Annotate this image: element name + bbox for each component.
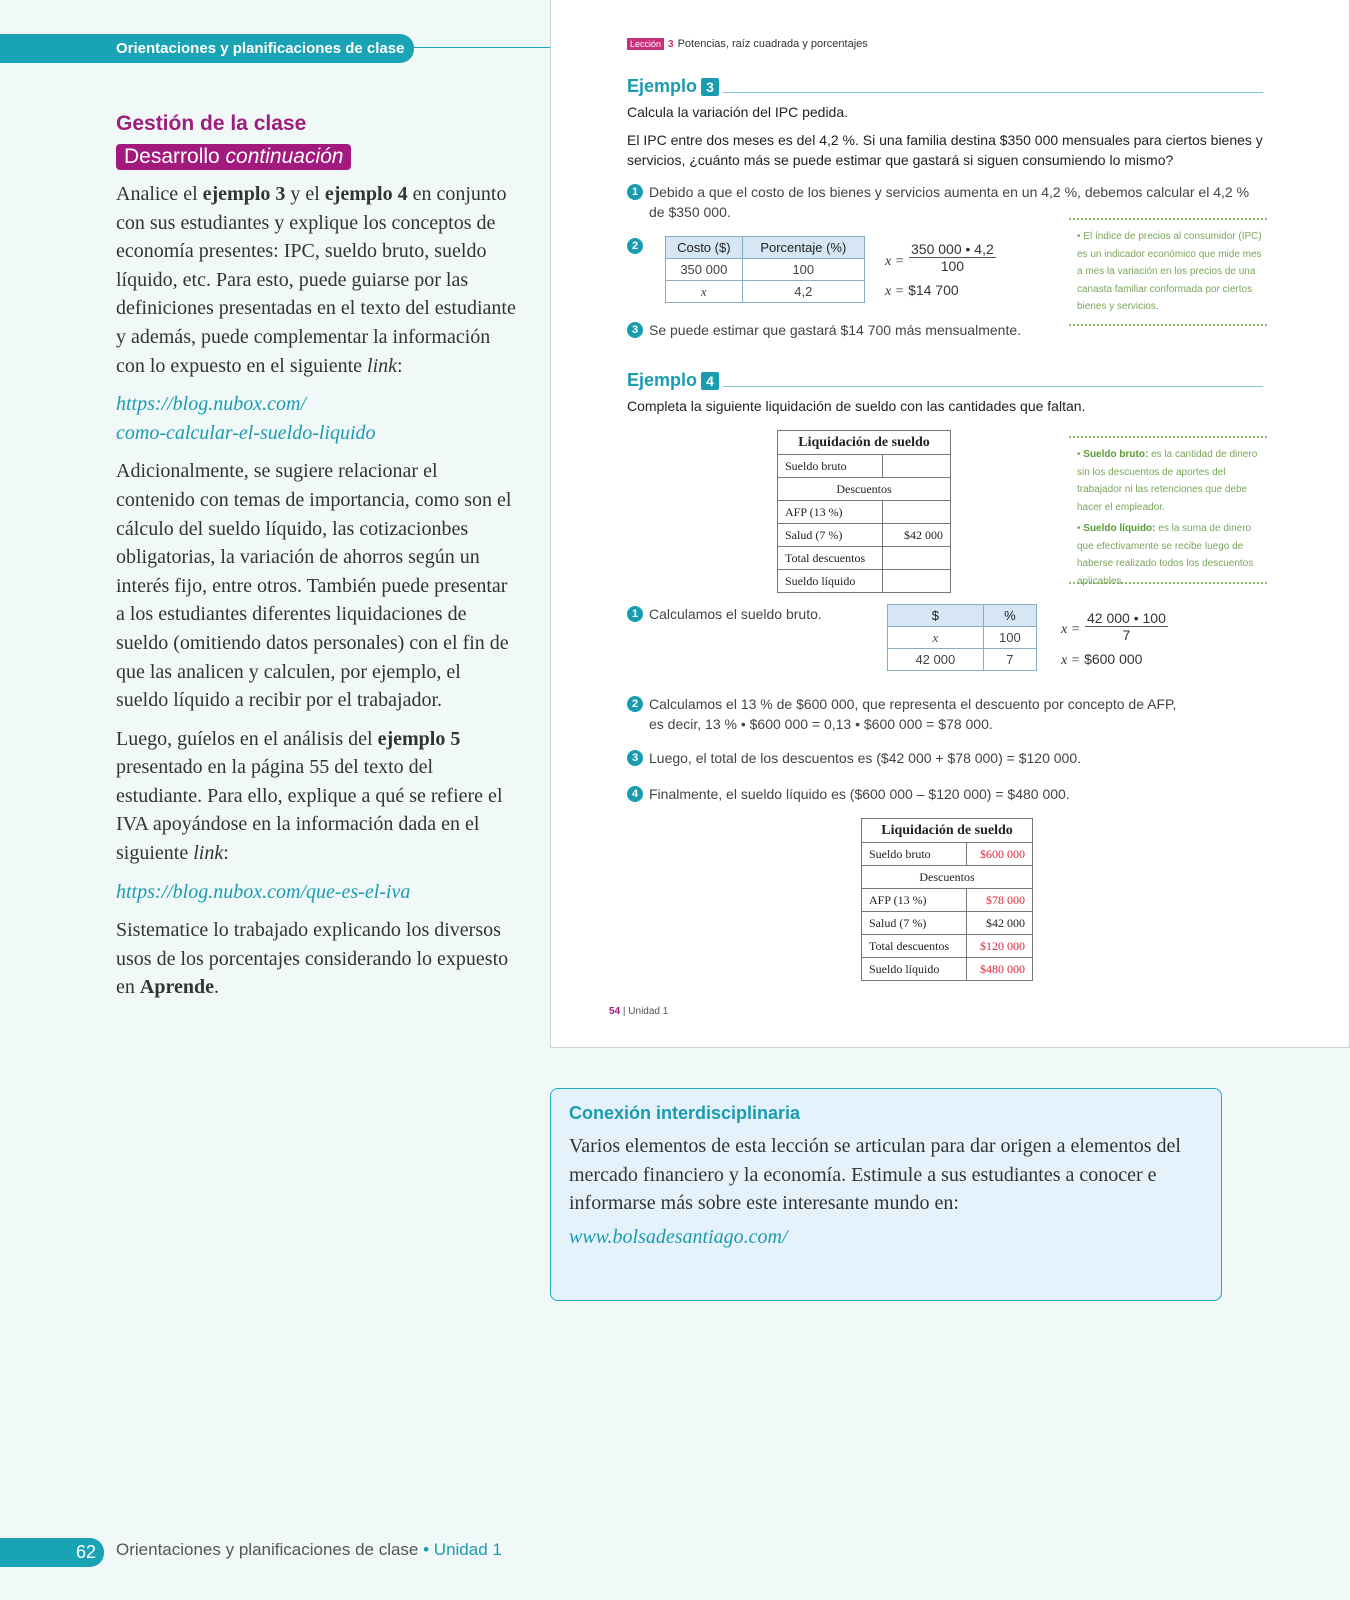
student-page: [550, 0, 1350, 1048]
step-line: es decir, 13 % • $600 000 = 0,13 • $600 000 = $78 000.: [649, 716, 993, 732]
table-cell: $480 000: [967, 958, 1033, 981]
table-cell: Sueldo bruto: [862, 843, 967, 866]
text: :: [397, 354, 403, 377]
table-cell: Sueldo bruto: [778, 455, 883, 478]
note-item: • Sueldo bruto: es la cantidad de dinero sin los descuentos de aportes del trabajador ni las retenciones que debe hacer el empleador.: [1077, 449, 1258, 513]
link-sueldo-liquido[interactable]: [116, 390, 516, 447]
table-cell: 100: [742, 259, 864, 281]
table-cell: $120 000: [967, 935, 1033, 958]
page-number: 54: [609, 1006, 621, 1017]
table-cell-empty: [883, 570, 951, 593]
equation-lhs: [885, 252, 904, 270]
eq-value: $14 700: [908, 282, 959, 298]
table-cell: 100: [983, 627, 1036, 649]
table-cell: Total descuentos: [778, 547, 883, 570]
ipc-table: [665, 236, 865, 303]
step-number: 3: [627, 750, 643, 766]
step-text: Calculamos el sueldo bruto.: [649, 606, 822, 622]
example-4-step-1: [627, 604, 822, 624]
box-text: Varios elementos de esta lección se articulan para dar origen a elementos del mercado financiero y la economía. Estimule a sus estudiantes a conocer e informarse más sobre este interesante mundo en:: [569, 1135, 1181, 1214]
step-text: Luego, el total de los descuentos es ($42 000 + $78 000) = $120 000.: [649, 750, 1081, 766]
eq-lhs: x =: [1061, 653, 1081, 668]
step-number: 2: [627, 238, 643, 254]
table-cell: $42 000: [883, 524, 951, 547]
fraction-numerator: 42 000 • 100: [1087, 610, 1166, 626]
example-4-step-3: [627, 748, 1081, 768]
step-number: 3: [627, 322, 643, 338]
footer-page-number: 62: [0, 1538, 104, 1567]
box-title: Conexión interdisciplinaria: [569, 1103, 801, 1123]
step-text: Se puede estimar que gastará $14 700 más mensualmente.: [649, 322, 1022, 338]
table-header: %: [983, 605, 1036, 627]
payslip-table: [777, 430, 951, 593]
text-italic: link: [193, 842, 224, 865]
lesson-title: Potencias, raíz cuadrada y porcentajes: [677, 38, 868, 50]
example-number: 4: [701, 372, 719, 390]
step-text: [649, 694, 1176, 734]
table-header: Costo ($): [666, 237, 743, 259]
table-cell: Salud (7 %): [778, 524, 883, 547]
table-cell: Sueldo líquido: [862, 958, 967, 981]
note-text: es la suma de dinero que efectivamente se recibe luego de haberse realizado todos los descuentos aplicables.: [1077, 523, 1254, 587]
text: .: [213, 976, 219, 999]
text: Luego, guíelos en el análisis del: [116, 727, 378, 750]
table-title: Liquidación de sueldo: [778, 431, 951, 455]
left-column: [116, 112, 516, 1012]
link-iva[interactable]: https://blog.nubox.com/que-es-el-iva: [116, 880, 411, 903]
text: Analice el: [116, 183, 203, 205]
fraction-numerator: 350 000 • 4,2: [911, 241, 994, 257]
table-cell: x: [666, 281, 743, 303]
step-number: 1: [627, 184, 643, 200]
table-cell-empty: [883, 501, 951, 524]
table-cell: 4,2: [742, 281, 864, 303]
lesson-number: 3: [668, 38, 674, 50]
table-cell: $78 000: [967, 889, 1033, 912]
text: Sistematice lo trabajado explicando los diversos usos de los porcentajes considerando lo expuesto en: [116, 919, 509, 999]
example-3-step-2: [627, 236, 643, 254]
example-4-prompt: Completa la siguiente liquidación de sueldo con las cantidades que faltan.: [627, 398, 1086, 414]
text: en conjunto con sus estudiantes y explique los conceptos de economía presentes: IPC, sueldo bruto, sueldo líquido, etc. Para esto, puede guiarse por las definiciones presentadas en el texto del estudiante y además, puede complementar la información con lo expuesto en el siguiente: [116, 183, 516, 377]
header-line: [414, 47, 550, 48]
page-footer: 54 | Unidad 1: [609, 1006, 669, 1017]
salary-note: [1069, 436, 1267, 587]
example-3-statement: El IPC entre dos meses es del 4,2 %. Si una familia destina $350 000 mensuales para ciertos bienes y servicios, ¿cuánto más se puede estimar que gastará si siguen consumiendo lo mismo?: [627, 132, 1263, 168]
eq-lhs: x =: [1061, 622, 1081, 637]
badge-sub: continuación: [225, 145, 344, 168]
table-cell: AFP (13 %): [862, 889, 967, 912]
step-text: Debido a que el costo de los bienes y servicios aumenta en un 4,2 %, debemos calcular el 4,2 % de $350 000.: [649, 184, 1250, 220]
proportion-table: [887, 604, 1037, 671]
text-bold: ejemplo 5: [377, 727, 461, 750]
example-4-heading: [627, 370, 719, 391]
footer-separator: •: [418, 1540, 434, 1559]
table-subheader: Descuentos: [862, 866, 1033, 889]
example-label: Ejemplo: [627, 370, 698, 390]
paragraph-4: [116, 916, 516, 1002]
text-bold: ejemplo 4: [324, 183, 408, 205]
box-link[interactable]: www.bolsadesantiago.com/: [569, 1225, 788, 1248]
note-item: • El índice de precios al consumidor (IPC) es un indicador económico que mide mes a mes la variación en los precios de una canasta familiar conformada por ciertos bienes y servicios.: [1077, 231, 1262, 312]
table-cell: 7: [983, 649, 1036, 671]
equation-lhs: [1061, 620, 1080, 638]
example-4-step-4: [627, 784, 1070, 804]
link-part: https://blog.nubox.com/: [116, 393, 306, 416]
salary-fraction: [1085, 610, 1168, 643]
table-subheader: Descuentos: [778, 478, 951, 501]
footer-unit: Unidad 1: [433, 1540, 502, 1559]
table-header: Porcentaje (%): [742, 237, 864, 259]
paragraph-2: Adicionalmente, se sugiere relacionar el contenido con temas de importancia, como son el cálculo del sueldo líquido, las cotizacionbes obligatorias, la variación de ahorros según un interés fijo, entre otros. También puede presentar a los estudiantes diferentes liquidaciones de sueldo (omitiendo datos personales) con el fin de que las analicen y calculen, por ejemplo, el sueldo líquido a recibir por el trabajador.: [116, 460, 512, 712]
note-term: Sueldo bruto:: [1083, 449, 1149, 460]
table-cell: 350 000: [666, 259, 743, 281]
ipc-fraction: [909, 241, 996, 274]
table-cell-empty: [883, 455, 951, 478]
badge-main: Desarrollo: [124, 145, 220, 168]
lesson-badge: Lección: [627, 38, 664, 50]
text-bold: ejemplo 3: [202, 183, 286, 205]
eq-value: $600 000: [1084, 651, 1143, 667]
eq-lhs: x =: [885, 284, 905, 299]
example-3-prompt: Calcula la variación del IPC pedida.: [627, 104, 849, 120]
example-3-step-3: [627, 320, 1067, 340]
note-item: • Sueldo líquido: es la suma de dinero que efectivamente se recibe luego de haberse realizado todos los descuentos aplicables.: [1077, 523, 1254, 587]
page-unit: Unidad 1: [628, 1006, 669, 1017]
text: :: [223, 842, 229, 865]
fraction-denominator: 7: [1122, 627, 1131, 643]
ipc-note: [1069, 218, 1267, 326]
note-text: El índice de precios al consumidor (IPC) es un indicador económico que mide mes a mes la variación en los precios de una canasta familiar conformada por ciertos bienes y servicios.: [1077, 231, 1262, 312]
link-part: como-calcular-el-sueldo-liquido: [116, 421, 376, 444]
table-cell: AFP (13 %): [778, 501, 883, 524]
equation-result: [1061, 651, 1142, 669]
table-title: Liquidación de sueldo: [862, 819, 1033, 843]
step-line: Calculamos el 13 % de $600 000, que representa el descuento por concepto de AFP,: [649, 696, 1177, 712]
section-heading: Gestión de la clase: [116, 112, 307, 135]
table-cell: $600 000: [967, 843, 1033, 866]
table-cell: 42 000: [888, 649, 984, 671]
equation-result: [885, 282, 959, 300]
table-cell: x: [888, 627, 984, 649]
text: presentado en la página 55 del texto del estudiante. Para ello, explique a qué se refiere el IVA apoyándose en la información dada en el siguiente: [116, 756, 503, 865]
table-cell: Sueldo líquido: [778, 570, 883, 593]
step-text: Finalmente, el sueldo líquido es ($600 000 – $120 000) = $480 000.: [649, 786, 1070, 802]
example-3-step-1: [627, 182, 1267, 222]
table-cell-empty: [883, 547, 951, 570]
lesson-header: [627, 38, 868, 50]
example-rule: [723, 92, 1263, 93]
eq-lhs: x =: [885, 254, 905, 269]
text-bold: Aprende: [139, 976, 214, 999]
section-badge: [116, 144, 351, 170]
table-cell: Salud (7 %): [862, 912, 967, 935]
paragraph-1: [116, 180, 516, 380]
step-number: 4: [627, 786, 643, 802]
footer-text: [116, 1540, 502, 1560]
example-label: Ejemplo: [627, 76, 698, 96]
table-cell: $42 000: [967, 912, 1033, 935]
table-cell: Total descuentos: [862, 935, 967, 958]
table-header: $: [888, 605, 984, 627]
payslip-table-solved: [861, 818, 1033, 981]
example-rule: [723, 386, 1263, 387]
example-4-step-2: [627, 694, 1267, 734]
text-italic: link: [367, 354, 398, 377]
example-3-heading: [627, 76, 719, 97]
footer-label: Orientaciones y planificaciones de clase: [116, 1540, 419, 1559]
paragraph-3: [116, 725, 516, 868]
example-number: 3: [701, 78, 719, 96]
note-term: Sueldo líquido:: [1083, 523, 1156, 534]
header-tab: Orientaciones y planificaciones de clase: [0, 34, 414, 63]
text: y el: [285, 183, 325, 205]
interdisciplinary-box: [550, 1088, 1222, 1301]
note-text: es la cantidad de dinero sin los descuentos de aportes del trabajador ni las retenciones que debe hacer el empleador.: [1077, 449, 1258, 513]
step-number: 2: [627, 696, 643, 712]
fraction-denominator: 100: [940, 258, 965, 274]
step-number: 1: [627, 606, 643, 622]
